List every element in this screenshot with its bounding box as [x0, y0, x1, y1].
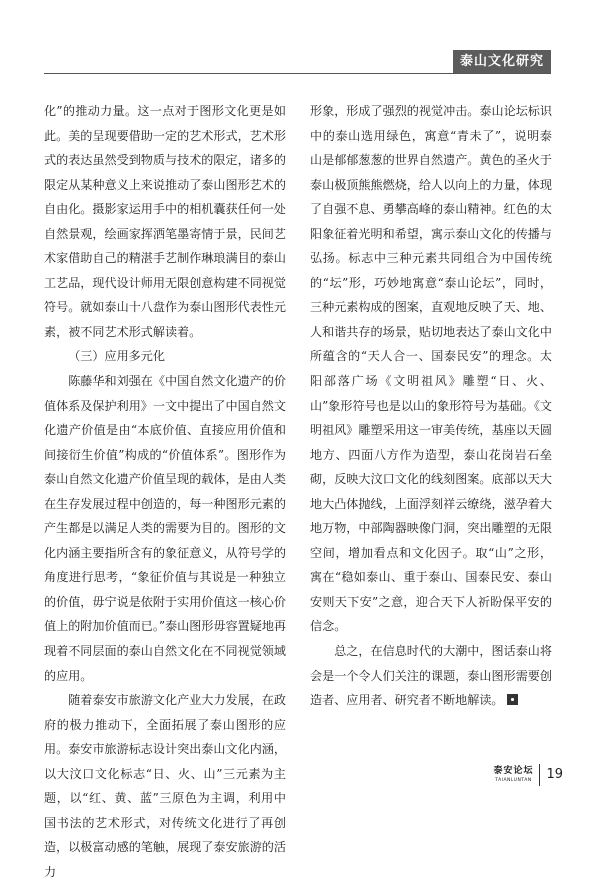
right-column — [310, 99, 552, 713]
journal-name — [493, 766, 533, 784]
section-title: 泰山文化研究 — [453, 50, 551, 73]
header-rule — [44, 73, 551, 74]
left-column — [44, 99, 286, 885]
journal-name-pinyin: TAIANLUNTAN — [495, 778, 532, 783]
subheading: （三）应用多元化 — [68, 349, 165, 364]
paragraph: 陈藤华和刘强在《中国自然文化遗产的价值体系及保护利用》一文中提出了中国自然文化遗产价值是由“本底价值、直接应用价值和间接衍生价值”构成的“价值体系”。图形作为泰山自然文化遗产价值呈现的载体，是由人类在生存发展过程中创造的，每一种图形元素的产生都是以满足人类的需要为目的。图形的文化内涵主要指所含有的象征意义，从符号学的角度进行思考，“象征价值与其说是一种独立的价值，毋宁说是依附于实用价值这一核心价值上的附加价值而已。”泰山图形毋容置疑地再现着不同层面的泰山自然文化在不同视觉领域的应用。 — [44, 374, 287, 683]
paragraph-continued: 化”的推动力量。这一点对于图形文化更是如此。美的呈现要借助一定的艺术形式，艺术形式的表达虽然受到物质与技术的限定，诸多的限定从某种意义上来说推动了泰山图形艺术的自由化。摄影家运用手中的相机囊获任何一处自然景观，绘画家挥洒笔墨寄情于景，民间艺术家借助自己的精湛手艺制作琳琅满目的泰山工艺品，现代设计师用无限创意构建不同视觉符号。就如泰山十八盘作为泰山图形代表性元素，被不同艺术形式解读着。 — [44, 104, 286, 339]
closing-paragraph — [310, 639, 552, 713]
end-mark-icon — [507, 694, 518, 705]
page-number: 19 — [546, 767, 563, 782]
paragraph: 随着泰安市旅游文化产业大力发展，在政府的极力推动下，全面拓展了泰山图形的应用。泰安市旅游标志设计突出泰山文化内涵，以大汶口文化标志“日、火、山”三元素为主题，以“红、黄、蓝”三原色为主调，利用中国书法的艺术形式，对传统文化进行了再创造，以极富动感的笔触，展现了泰安旅游的活力 — [44, 693, 286, 879]
page-footer — [493, 762, 563, 788]
paragraph-continued: 形象，形成了强烈的视觉冲击。泰山论坛标识中的泰山选用绿色，寓意“青未了”，说明泰山是郁郁葱葱的世界自然遗产。黄色的圣火于泰山极顶熊熊燃烧，给人以向上的力量，体现了自强不息、勇攀高峰的泰山精神。红色的太阳象征着光明和希望，寓示泰山文化的传播与弘扬。标志中三种元素共同组合为中国传统的“坛”形，巧妙地寓意“泰山论坛”，同时，三种元素构成的图案，直观地反映了天、地、人和谐共存的场景，贴切地表达了泰山文化中所蕴含的“天人合一、国泰民安”的理念。太阳部落广场《文明祖风》雕塑“日、火、山”象形符号也是以山的象形符号为基础。《文明祖风》雕塑采用这一审美传统，基座以天圆地方、四面八方作为造型，泰山花岗岩石垒砌，反映大汶口文化的线刻图案。底部以天大地大凸体抛线，上面浮刻祥云缭绕，滋孕着大地万物，中部陶器映像门洞，突出雕塑的无限空间，增加看点和文化因子。取“山”之形，寓在“稳如泰山、重于泰山、国泰民安、泰山安则天下安”之意，迎合天下人祈盼保平安的信念。 — [310, 104, 553, 634]
footer-divider — [539, 764, 540, 786]
closing-text: 总之，在信息时代的大潮中，图话泰山将会是一个令人们关注的课题，泰山图形需要创造者、应用者、研究者不断地解读。 — [310, 644, 552, 708]
journal-name-cn: 泰安论坛 — [493, 766, 534, 776]
